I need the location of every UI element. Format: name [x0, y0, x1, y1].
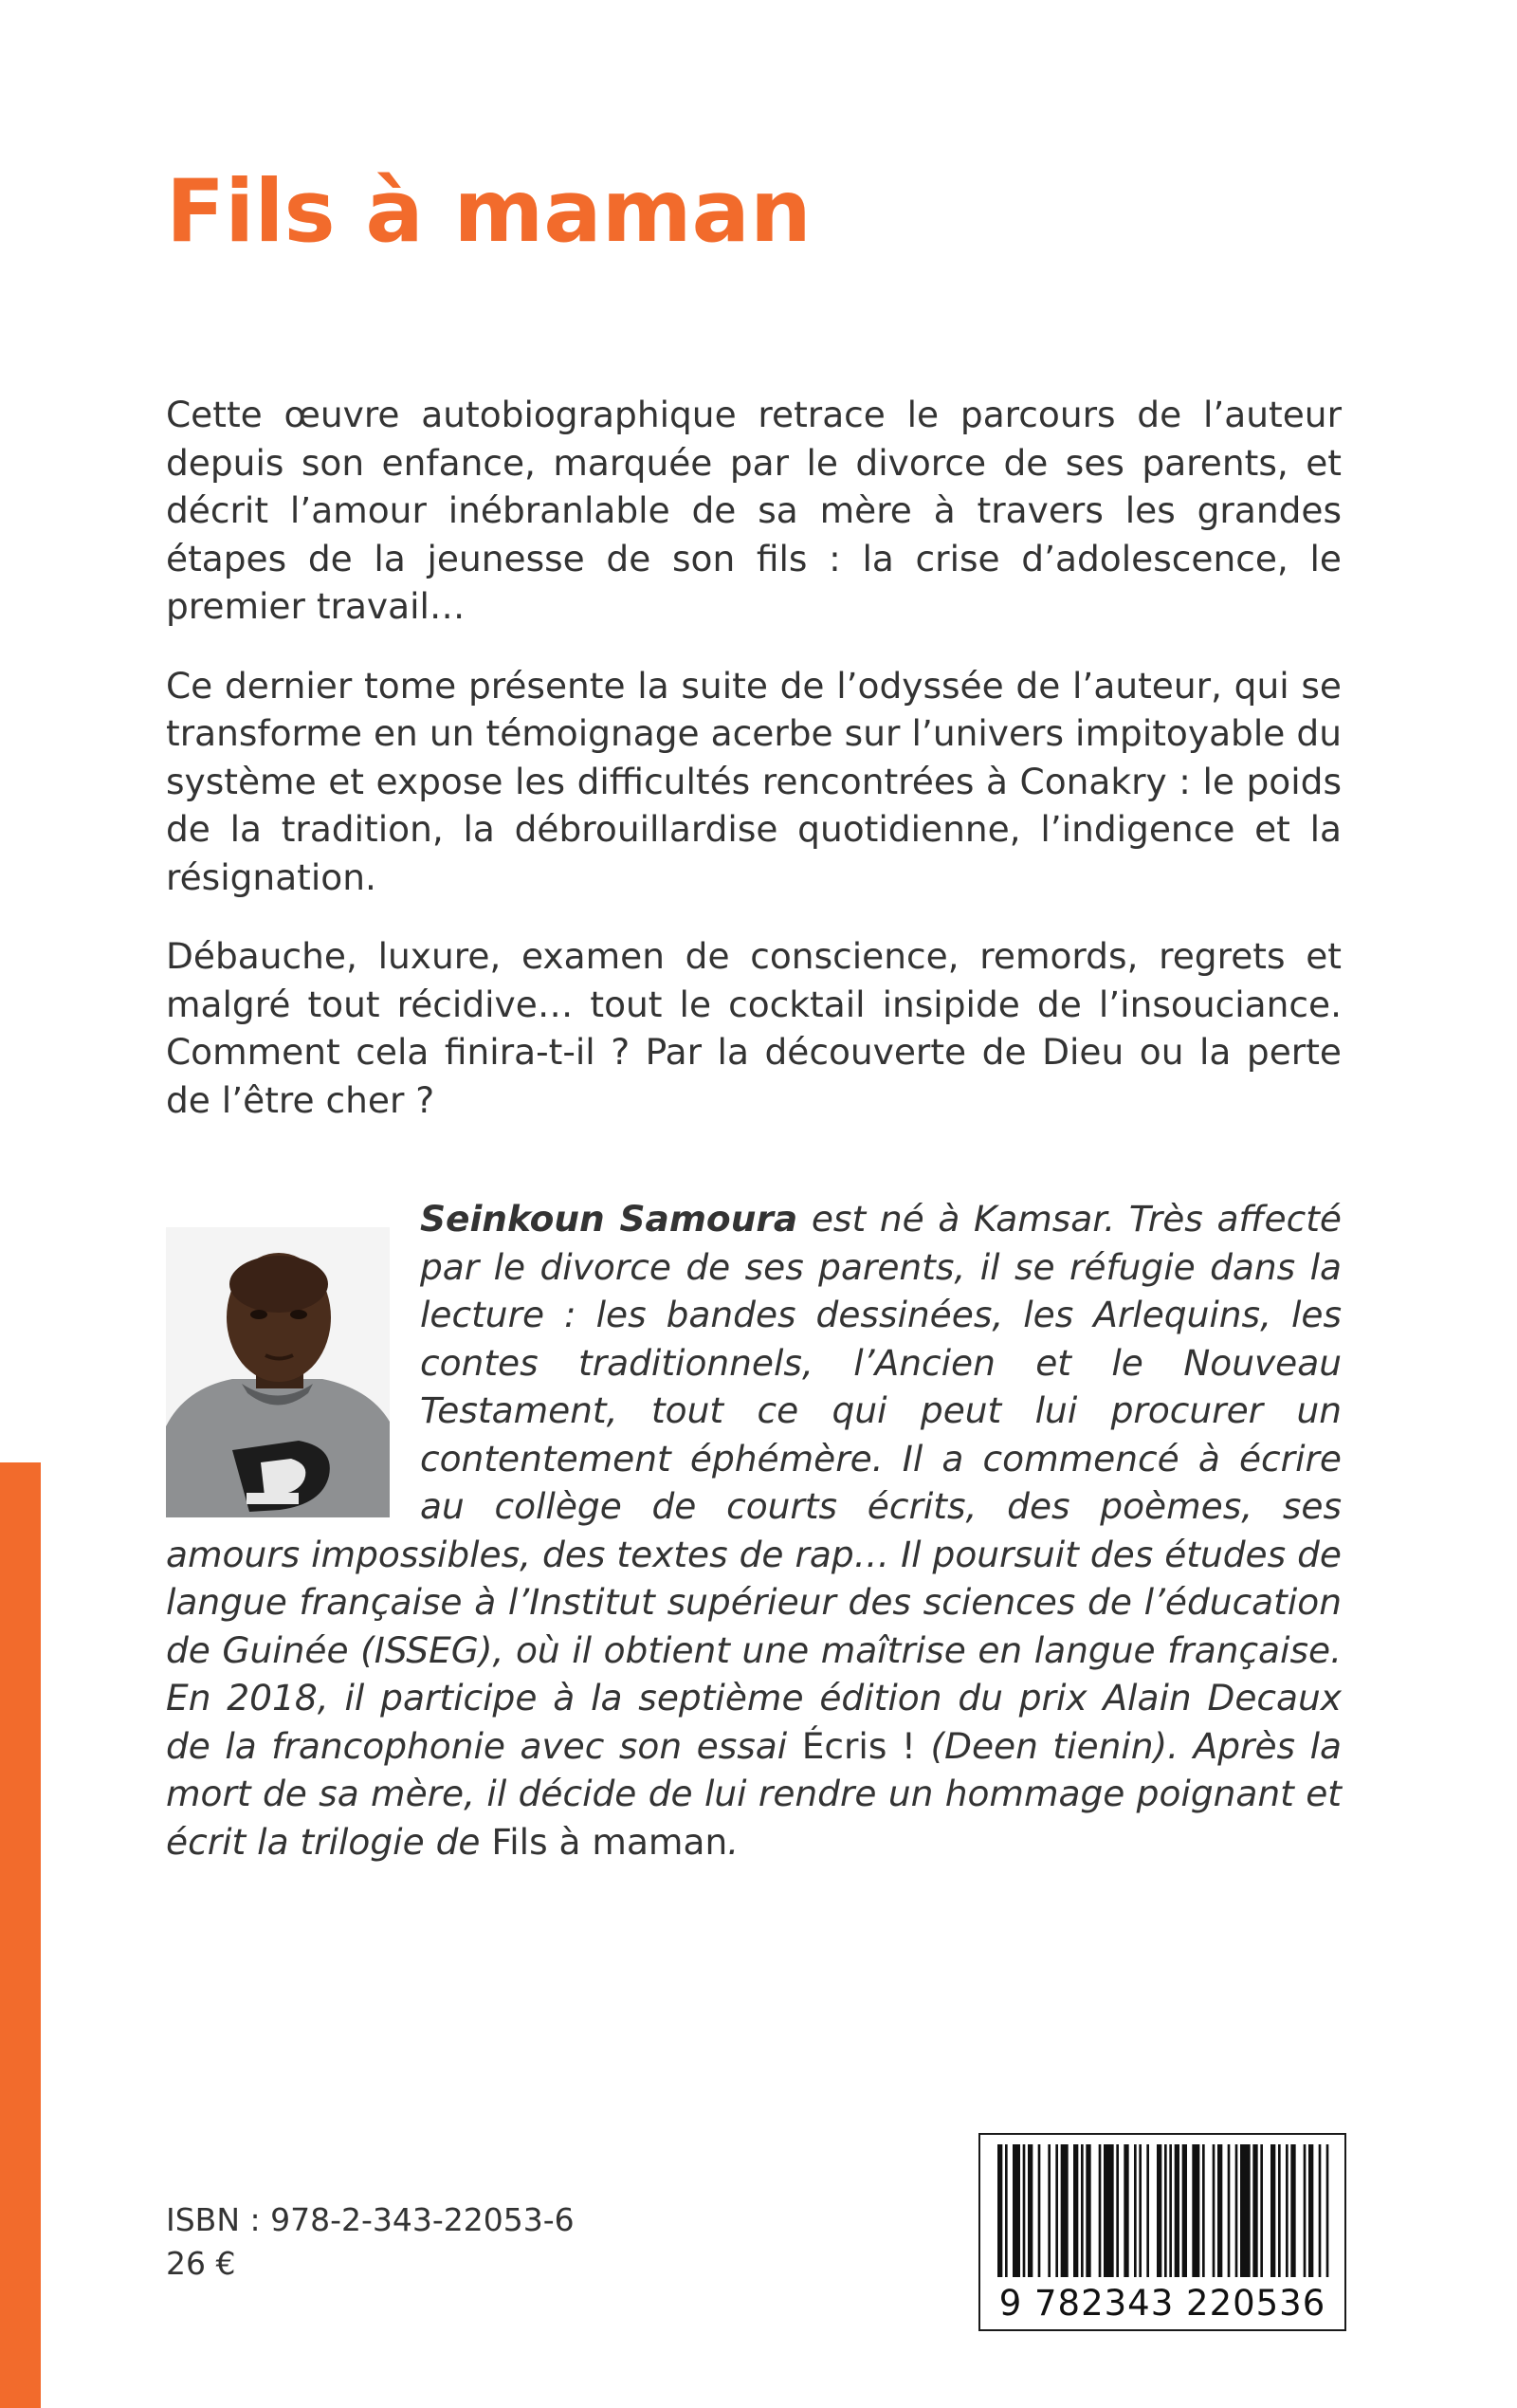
barcode-bar: [1116, 2144, 1119, 2277]
barcode-bar: [1228, 2144, 1231, 2277]
barcode-bar: [1240, 2144, 1251, 2277]
bio-end: .: [727, 1820, 740, 1863]
barcode-bar: [1192, 2144, 1199, 2277]
bio-text: (Deen tienin). Après la mort de sa mère, il décide de lui rendre un hommage poignant et écrit la trilogie de: [166, 1724, 1342, 1863]
essay-title: Écris !: [801, 1724, 916, 1767]
barcode-bar: [1157, 2144, 1161, 2277]
price-label: 26 €: [166, 2245, 236, 2282]
barcode-bar: [1202, 2144, 1205, 2277]
barcode-bar: [997, 2144, 1002, 2277]
barcode-block: [978, 2133, 1346, 2331]
barcode-bar: [1005, 2144, 1008, 2277]
barcode-bar: [1081, 2144, 1084, 2277]
barcode-bar: [1023, 2144, 1026, 2277]
barcode-bar: [1326, 2144, 1329, 2277]
barcode-bar: [1134, 2144, 1137, 2277]
photo-wrap-spacer: [166, 1195, 420, 1527]
barcode-bar: [1319, 2144, 1322, 2277]
barcode-bar: [1182, 2144, 1187, 2277]
book-title: Fils à maman: [166, 162, 812, 262]
barcode-bar: [1013, 2144, 1020, 2277]
summary-paragraph: Cette œuvre autobiographique retrace le parcours de l’auteur depuis son enfance, marquée par le divorce de ses parents, et décrit l’amour inébranlable de sa mère à travers les grandes étapes de la jeunesse de son fils : la crise d’adolescence, le premier travail…: [166, 394, 1342, 627]
barcode-bar: [1164, 2144, 1167, 2277]
trilogy-title: Fils à maman: [491, 1820, 728, 1863]
barcode-bar: [1175, 2144, 1179, 2277]
barcode-bar: [1308, 2144, 1313, 2277]
isbn-label: ISBN : 978-2-343-22053-6: [166, 2201, 575, 2238]
barcode-bar: [1304, 2144, 1307, 2277]
barcode-bar: [1260, 2144, 1263, 2277]
barcode-bar: [1278, 2144, 1281, 2277]
barcode-bar: [1270, 2144, 1275, 2277]
summary-paragraph: Débauche, luxure, examen de conscience, remords, regrets et malgré tout récidive… tout le cocktail insipide de l’insouciance. Comment cela finira-t-il ? Par la découverte de Dieu ou la perte de l’être cher ?: [166, 935, 1342, 1121]
barcode-bar: [1055, 2144, 1058, 2277]
barcode-bar: [1146, 2144, 1149, 2277]
barcode-bar: [1290, 2144, 1295, 2277]
book-summary: [166, 391, 1342, 1155]
barcode-bar: [1235, 2144, 1238, 2277]
barcode-bar: [1124, 2144, 1128, 2277]
barcode-bar: [1139, 2144, 1142, 2277]
author-biography: [166, 1195, 1342, 1866]
barcode-bar: [1252, 2144, 1257, 2277]
barcode-bar: [1073, 2144, 1078, 2277]
barcode-digits: 9 782343 220536: [998, 2283, 1326, 2324]
author-name: Seinkoun Samoura: [420, 1198, 798, 1240]
barcode-bar: [1104, 2144, 1114, 2277]
bio-text: est né à Kamsar. Très affecté par le divorce de ses parents, il se réfugie dans la lecture : les bandes dessinées, les Arlequins, les contes traditionnels, l’Ancien et le Nouveau Testament, tout ce qui peut lui procurer un contentement éphémère. Il a commencé à écrire au collège de courts écrits, des poèmes, ses amours impossibles, des textes de rap… Il poursuit des études de langue française à l’Institut supérieur des sciences de l’éducation de Guinée (ISSEG), où il obtient une maîtrise en langue française. En 2018, il participe à la septième édition du prix Alain Decaux de la francophonie avec son essai: [166, 1198, 1343, 1767]
barcode-bar: [1213, 2144, 1215, 2277]
barcode-bar: [1169, 2144, 1172, 2277]
barcode-bar: [1048, 2144, 1051, 2277]
barcode-bar: [1086, 2144, 1090, 2277]
summary-paragraph: Ce dernier tome présente la suite de l’odyssée de l’auteur, qui se transforme en un témoignage acerbe sur l’univers impitoyable du système et expose les difficultés rencontrées à Conakry : le poids de la tradition, la débrouillardise quotidienne, l’indigence et la résignation.: [166, 664, 1342, 898]
barcode-bar: [1028, 2144, 1033, 2277]
orange-edge-band: [0, 1462, 41, 2408]
barcode-bar: [1217, 2144, 1222, 2277]
barcode-bar: [1061, 2144, 1069, 2277]
barcode-bar: [1286, 2144, 1289, 2277]
barcode-bar: [1038, 2144, 1041, 2277]
barcode-bar: [1099, 2144, 1102, 2277]
ean13-barcode-icon: [997, 2144, 1331, 2277]
